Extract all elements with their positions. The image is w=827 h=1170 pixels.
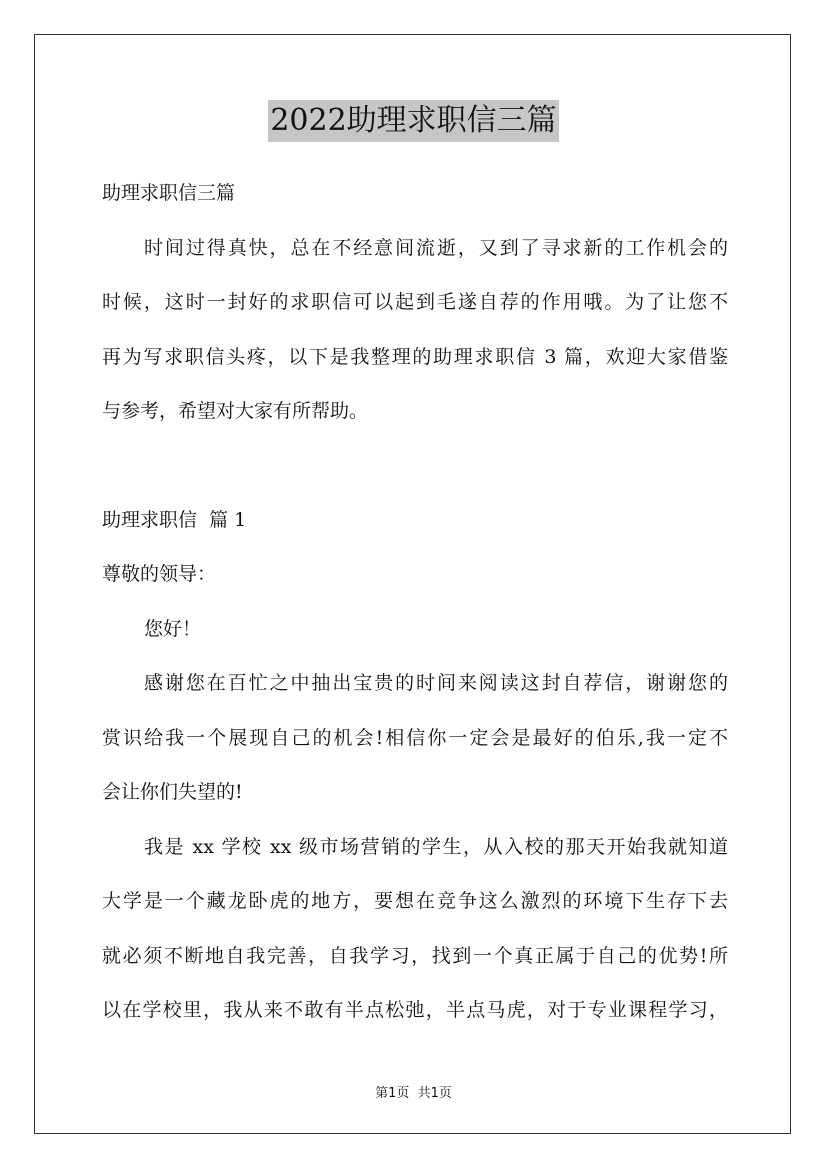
- paragraph-line: 时间过得真快，总在不经意间流逝，又到了寻求新的工作机会的: [144, 236, 728, 259]
- paragraph-line: 会让你们失望的!: [102, 781, 243, 803]
- document-title: 2022助理求职信三篇: [268, 100, 558, 142]
- letter-heading: 助理求职信 篇 1: [102, 508, 247, 531]
- page-footer: 第1页 共1页: [375, 1086, 452, 1101]
- paragraph-line: 赏识给我一个展现自己的机会!相信你一定会是最好的伯乐,我一定不: [102, 726, 728, 749]
- title-container: [0, 100, 827, 142]
- paragraph-line: 时候，这时一封好的求职信可以起到毛遂自荐的作用哦。为了让您不: [102, 291, 728, 313]
- paragraph-line: 就必须不断地自我完善，自我学习，找到一个真正属于自己的优势!所: [102, 944, 728, 967]
- paragraph-line: 我是 xx 学校 xx 级市场营销的学生，从入校的那天开始我就知道: [144, 835, 728, 858]
- paragraph-line: 与参考，希望对大家有所帮助。: [102, 400, 369, 422]
- paragraph-line: 再为写求职信头疼，以下是我整理的助理求职信 3 篇，欢迎大家借鉴: [102, 345, 728, 368]
- section-heading: 助理求职信三篇: [102, 182, 236, 204]
- greeting: 您好！: [144, 617, 202, 640]
- salutation: 尊敬的领导：: [102, 563, 217, 585]
- paragraph-line: 大学是一个藏龙卧虎的地方，要想在竞争这么激烈的环境下生存下去: [102, 890, 728, 912]
- paragraph-gap: [102, 445, 728, 499]
- paragraph-line: 以在学校里，我从来不敢有半点松弛，半点马虎，对于专业课程学习，: [102, 999, 728, 1021]
- document-body: [102, 172, 728, 1044]
- paragraph-line: 感谢您在百忙之中抽出宝贵的时间来阅读这封自荐信，谢谢您的: [144, 672, 728, 694]
